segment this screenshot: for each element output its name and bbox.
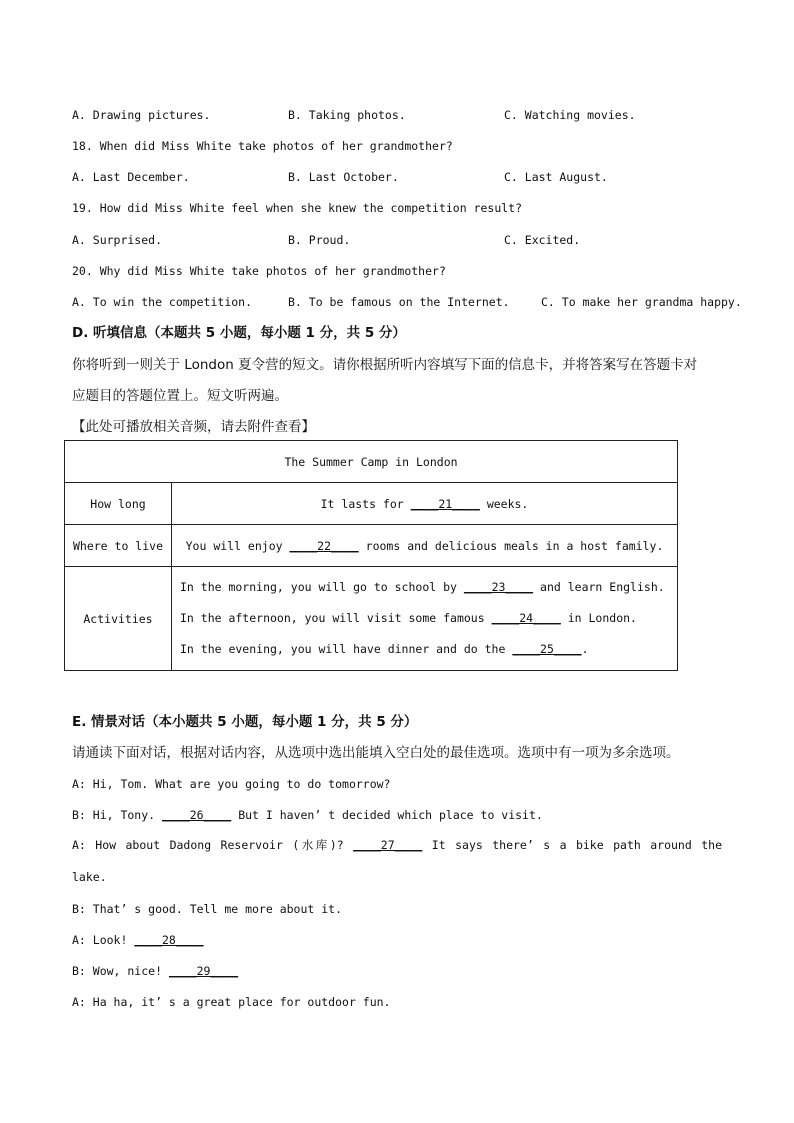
dialog-line-1: A: Hi, Tom. What are you going to do tomorrow? xyxy=(72,777,391,791)
q19-option-c: C. Excited. xyxy=(504,233,581,247)
activity-evening: In the evening, you will have dinner and do the ____25____. xyxy=(180,642,589,656)
q20-option-b: B. To be famous on the Internet. xyxy=(288,295,510,309)
q20-option-c: C. To make her grandma happy. xyxy=(541,295,742,309)
dialog-line-3: A: How about Dadong Reservoir (水库)? ____27____ It says there’ s a bike path around the xyxy=(72,838,722,852)
blank-27[interactable]: ____27____ xyxy=(353,838,423,852)
section-e-heading: E. 情景对话（本小题共 5 小题，每小题 1 分，共 5 分） xyxy=(72,714,418,730)
blank-24[interactable]: ____24____ xyxy=(491,611,561,625)
section-e-instruction: 请通读下面对话，根据对话内容，从选项中选出能填入空白处的最佳选项。选项中有一项为多余选项。 xyxy=(72,745,680,761)
q19-stem: 19. How did Miss White feel when she knew the competition result? xyxy=(72,201,523,215)
dialog-line-4: B: That’ s good. Tell me more about it. xyxy=(72,902,343,916)
q17-option-b: B. Taking photos. xyxy=(288,108,406,122)
section-d-instruction-2: 应题目的答题位置上。短文听两遍。 xyxy=(72,388,288,404)
q18-stem: 18. When did Miss White take photos of her grandmother? xyxy=(72,139,453,153)
q18-option-b: B. Last October. xyxy=(288,170,399,184)
q17-option-c: C. Watching movies. xyxy=(504,108,636,122)
q19-option-b: B. Proud. xyxy=(288,233,351,247)
section-d-instruction-1: 你将听到一则关于 London 夏令营的短文。请你根据所听内容填写下面的信息卡，并将答案写在答题卡对 xyxy=(72,357,698,373)
blank-21[interactable]: ____21____ xyxy=(410,496,480,511)
dialog-line-3-cont: lake. xyxy=(72,870,107,884)
q20-stem: 20. Why did Miss White take photos of her grandmother? xyxy=(72,264,446,278)
q18-option-c: C. Last August. xyxy=(504,170,608,184)
table-row xyxy=(65,525,678,567)
dialog-line-6: B: Wow, nice! ____29____ xyxy=(72,964,239,978)
q19-option-a: A. Surprised. xyxy=(72,233,163,247)
blank-26[interactable]: ____26____ xyxy=(162,808,232,822)
blank-23[interactable]: ____23____ xyxy=(463,580,534,594)
row-label-where-to-live: Where to live xyxy=(65,525,172,567)
blank-22[interactable]: ____22____ xyxy=(289,538,359,553)
dialog-line-7: A: Ha ha, it’ s a great place for outdoor fun. xyxy=(72,995,391,1009)
blank-29[interactable]: ____29____ xyxy=(168,964,239,978)
table-row xyxy=(65,483,678,525)
blank-25[interactable]: ____25____ xyxy=(512,642,582,656)
info-card-table xyxy=(64,440,678,671)
activity-afternoon: In the afternoon, you will visit some famous ____24____ in London. xyxy=(180,611,637,625)
q20-option-a: A. To win the competition. xyxy=(72,295,253,309)
dialog-line-5: A: Look! ____28____ xyxy=(72,933,204,947)
blank-28[interactable]: ____28____ xyxy=(134,933,204,947)
q18-option-a: A. Last December. xyxy=(72,170,190,184)
row-label-activities: Activities xyxy=(65,567,172,671)
info-card-title: The Summer Camp in London xyxy=(65,441,678,483)
audio-note: 【此处可播放相关音频，请去附件查看】 xyxy=(72,419,315,435)
row-value-activities xyxy=(172,567,678,671)
activity-morning: In the morning, you will go to school by ____23____ and learn English. xyxy=(180,580,665,594)
table-row xyxy=(65,567,678,671)
row-value-where-to-live: You will enjoy ____22____ rooms and delicious meals in a host family. xyxy=(172,525,678,567)
q17-option-a: A. Drawing pictures. xyxy=(72,108,211,122)
section-d-heading: D. 听填信息（本题共 5 小题，每小题 1 分，共 5 分） xyxy=(72,325,406,341)
dialog-line-2: B: Hi, Tony. ____26____ But I haven’ t decided which place to visit. xyxy=(72,808,543,822)
row-label-how-long: How long xyxy=(65,483,172,525)
row-value-how-long: It lasts for ____21____ weeks. xyxy=(172,483,678,525)
